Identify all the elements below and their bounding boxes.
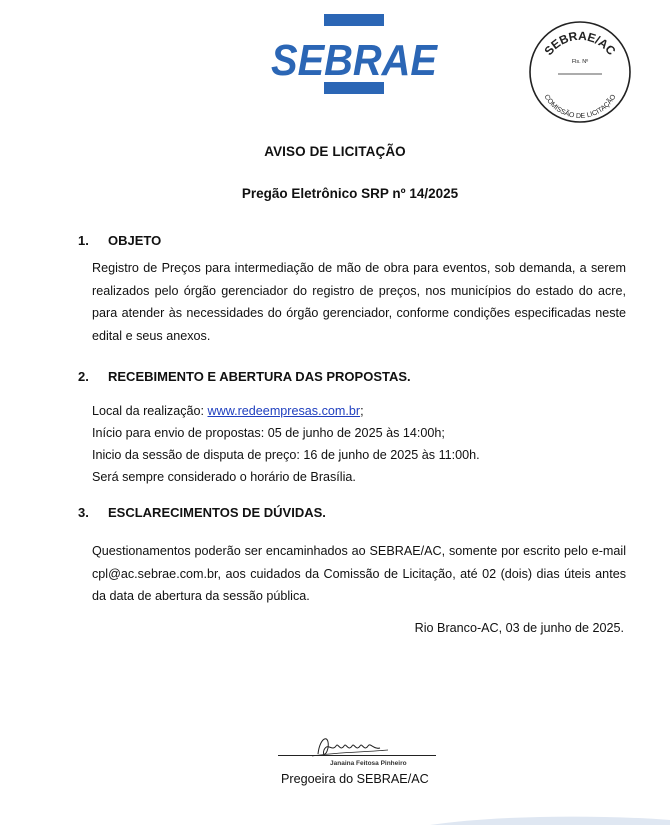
section-3-heading [78, 505, 326, 520]
signature-line [278, 755, 436, 756]
commission-stamp [528, 20, 632, 124]
section-3-body: Questionamentos poderão ser encaminhados ao SEBRAE/AC, somente por escrito pelo e-mail cpl@ac.sebrae.com.br, aos cuidados da Comissão de Licitação, até 02 (dois) dias úteis antes da data de abertura da sessão pública. [92, 544, 626, 603]
stamp-org: SEBRAE/AC [541, 28, 619, 58]
sebrae-logo-text: SEBRAE [271, 36, 439, 85]
svg-text:SEBRAE/AC [541, 29, 618, 58]
svg-text:COMISSÃO DE LICITAÇÃO [543, 93, 618, 120]
date-line: Rio Branco-AC, 03 de junho de 2025. [414, 621, 624, 635]
section-3-number: 3. [78, 505, 89, 520]
section-1-number: 1. [78, 233, 89, 248]
local-label: Local da realização: [92, 404, 208, 418]
section-1-heading [78, 233, 161, 248]
footer-decoration [430, 812, 670, 825]
page-title: AVISO DE LICITAÇÃO [264, 144, 406, 159]
section-1-title: OBJETO [108, 233, 162, 248]
stamp-field-label: Fls. Nº [571, 59, 589, 65]
signature-scribble [278, 726, 438, 776]
page-subtitle: Pregão Eletrônico SRP nº 14/2025 [241, 186, 459, 201]
signer-role: Pregoeira do SEBRAE/AC [281, 772, 429, 786]
local-link[interactable]: www.redeempresas.com.br [207, 404, 361, 418]
signer-name: Janaina Feitosa Pinheiro [330, 760, 407, 767]
local-suffix: ; [360, 404, 364, 418]
inicio-envio-line: Início para envio de propostas: 05 de junho de 2025 às 14:00h; [92, 426, 445, 440]
stamp-commission: COMISSÃO DE LICITAÇÃO [542, 93, 618, 121]
horario-line: Será sempre considerado o horário de Brasília. [92, 470, 356, 484]
section-2-title: RECEBIMENTO E ABERTURA DAS PROPOSTAS. [108, 369, 411, 384]
section-1-body: Registro de Preços para intermediação de mão de obra para eventos, sob demanda, a serem realizados pelo órgão gerenciador do registro de preços, nos municípios do estado do acre, para atender às necessidades do órgão gerenciador, conforme condições especificadas neste edital e seus anexos. [92, 261, 626, 343]
section-3-title: ESCLARECIMENTOS DE DÚVIDAS. [108, 505, 326, 520]
section-2-heading [78, 369, 411, 384]
inicio-sessao-line: Inicio da sessão de disputa de preço: 16 de junho de 2025 às 11:00h. [92, 448, 480, 462]
section-2-number: 2. [78, 369, 89, 384]
sebrae-logo [268, 14, 440, 96]
local-line [92, 404, 364, 418]
